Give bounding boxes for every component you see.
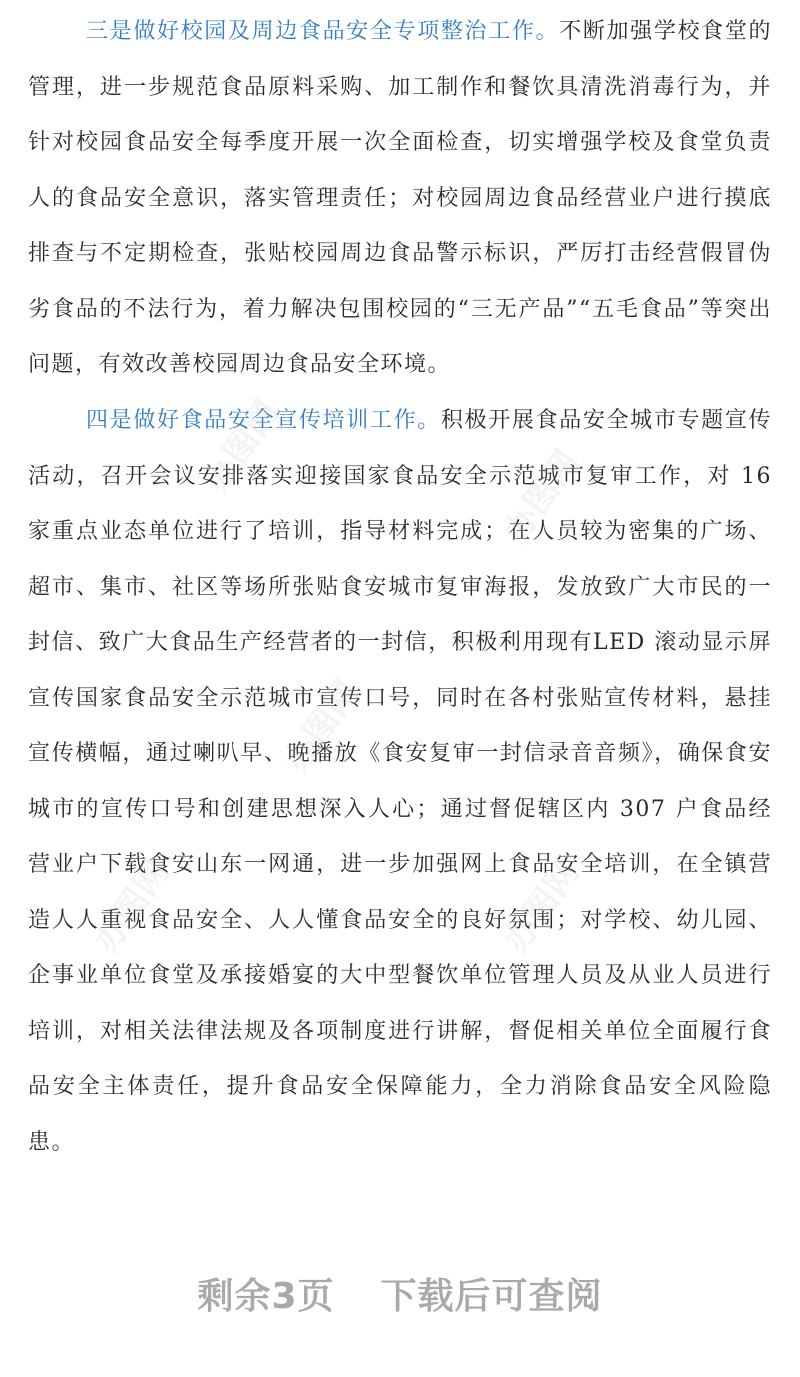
paragraph-lead-heading: 四是做好食品安全宣传培训工作。 — [86, 408, 441, 433]
paragraph-body-text: 不断加强学校食堂的管理，进一步规范食品原料采购、加工制作和餐饮具清洗消毒行为，并针对校园食品安全每季度开展一次全面检查，切实增强学校及食堂负责人的食品安全意识，落实管理责任；对校园周边食品经营业户进行摸底排查与不定期检查，张贴校园周边食品警示标识，严厉打击经营假冒伪劣食品的不法行为，着力解决包围校园的“三无产品”“五毛食品”等突出问题，有效改善校园周边食品安全环境。 — [28, 19, 772, 377]
paragraph-lead-heading: 三是做好校园及周边食品安全专项整治工作。 — [86, 19, 560, 44]
remaining-pages-notice[interactable] — [0, 1268, 800, 1319]
watermark-logo: 办图网 — [496, 853, 588, 960]
paragraph-publicity-training — [28, 393, 772, 1170]
watermark-logo: 办图网 — [196, 393, 288, 500]
watermark-logo: 办图网 — [496, 443, 588, 550]
paragraph-campus-food-safety — [28, 4, 772, 393]
watermark-logo: 办图网 — [86, 853, 178, 960]
paragraph-body-text: 积极开展食品安全城市专题宣传活动，召开会议安排落实迎接国家食品安全示范城市复审工作，对 16 家重点业态单位进行了培训，指导材料完成；在人员较为密集的广场、超市、集市、社区等场所张贴食安城市复审海报，发放致广大市民的一封信、致广大食品生产经营者的一封信，积极利用现有LED 滚动显示屏宣传国家食品安全示范城市宣传口号，同时在各村张贴宣传材料，悬挂宣传横幅，通过喇叭早、晚播放《食安复审一封信录音音频》，确保食安城市的宣传口号和创建思想深入人心；通过督促辖区内 307 户食品经营业户下载食安山东一网通，进一步加强网上食品安全培训，在全镇营造人人重视食品安全、人人懂食品安全的良好氛围；对学校、幼儿园、企事业单位食堂及承接婚宴的大中型餐饮单位管理人员及从业人员进行培训，对相关法律法规及各项制度进行讲解，督促相关单位全面履行食品安全主体责任，提升食品安全保障能力，全力消除食品安全风险隐患。 — [28, 408, 772, 1155]
remaining-pages-label: 剩余3页 — [197, 1276, 335, 1317]
download-hint-label: 下载后可查阅 — [380, 1276, 603, 1317]
watermark-logo: 办图网 — [276, 673, 368, 780]
